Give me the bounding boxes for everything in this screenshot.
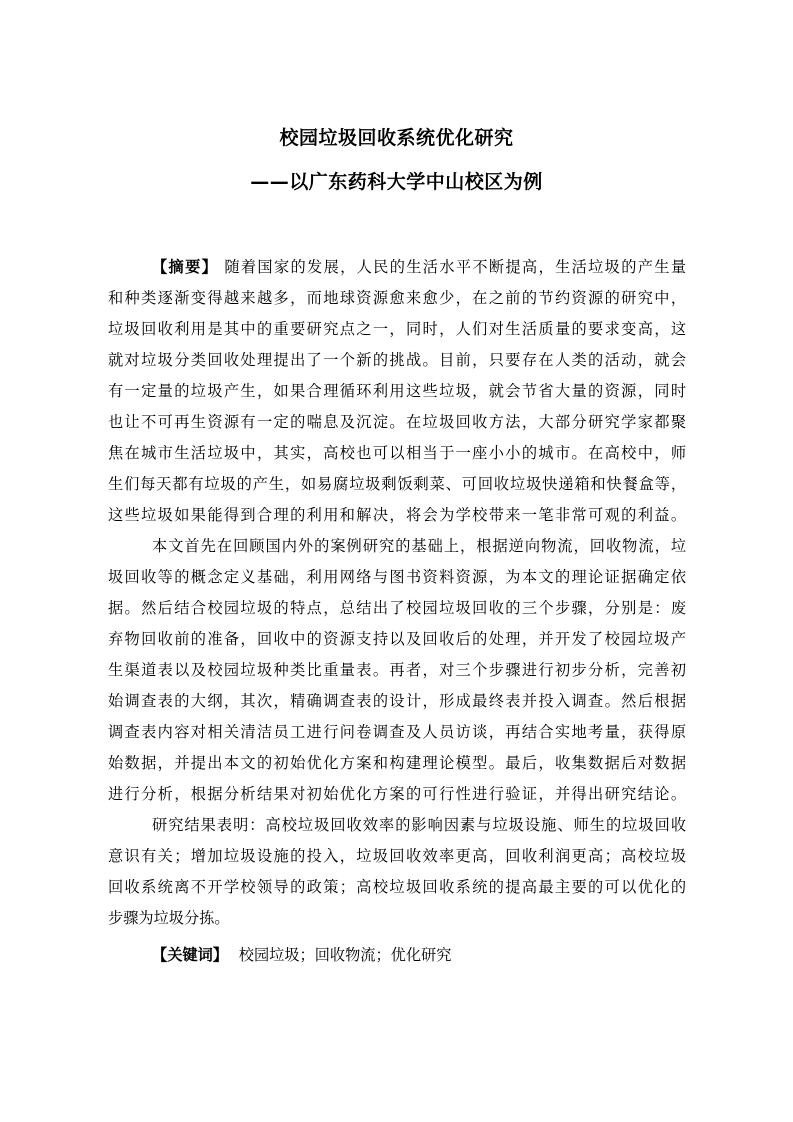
abstract-line: 圾回收等的概念定义基础，利用网络与图书资料资源，为本文的理论证据确定依 — [108, 568, 686, 586]
abstract-first-line-text: 随着国家的发展，人民的生活水平不断提高，生活垃圾的产生量 — [224, 258, 687, 276]
abstract-line: 进行分析，根据分析结果对初始优化方案的可行性进行验证，并得出研究结论。 — [108, 785, 686, 803]
abstract-line: 就对垃圾分类回收处理提出了一个新的挑战。目前，只要存在人类的活动，就会 — [108, 351, 686, 369]
abstract-line: 始数据，并提出本文的初始优化方案和构建理论模型。最后，收集数据后对数据 — [108, 754, 686, 772]
abstract-line: 焦在城市生活垃圾中，其实，高校也可以相当于一座小小的城市。在高校中，师 — [108, 444, 686, 462]
abstract-line: 有一定量的垃圾产生，如果合理循环利用这些垃圾，就会节省大量的资源，同时 — [108, 382, 686, 400]
abstract-line: 生渠道表以及校园垃圾种类比重量表。再者，对三个步骤进行初步分析，完善初 — [108, 661, 686, 679]
keywords-label: 【关键词】 — [152, 946, 228, 964]
abstract-line: 和种类逐渐变得越来越多，而地球资源愈来愈少，在之前的节约资源的研究中， — [108, 289, 686, 307]
abstract-body — [108, 252, 686, 934]
abstract-line: 意识有关；增加垃圾设施的投入，垃圾回收效率更高，回收利润更高；高校垃圾 — [108, 847, 686, 865]
abstract-line: 回收系统离不开学校领导的政策；高校垃圾回收系统的提高最主要的可以优化的 — [108, 878, 686, 896]
keywords-text: 校园垃圾；回收物流；优化研究 — [238, 946, 452, 964]
abstract-line: 本文首先在回顾国内外的案例研究的基础上，根据逆向物流，回收物流，垃 — [152, 537, 686, 555]
keywords — [152, 943, 451, 967]
abstract-line: 这些垃圾如果能得到合理的利用和解决，将会为学校带来一笔非常可观的利益。 — [108, 506, 686, 524]
abstract-line — [108, 252, 686, 283]
abstract-line: 始调查表的大纲，其次，精确调查表的设计，形成最终表并投入调查。然后根据 — [108, 692, 686, 710]
abstract-line: 调查表内容对相关清洁员工进行问卷调查及人员访谈，再结合实地考量，获得原 — [108, 723, 686, 741]
abstract-label: 【摘要】 — [152, 258, 219, 276]
abstract-line: 生们每天都有垃圾的产生，如易腐垃圾剩饭剩菜、可回收垃圾快递箱和快餐盒等， — [108, 475, 686, 493]
abstract-line: 据。然后结合校园垃圾的特点，总结出了校园垃圾回收的三个步骤，分别是：废 — [108, 599, 686, 617]
page-title: 校园垃圾回收系统优化研究 — [279, 127, 514, 149]
page-subtitle: ——以广东药科大学中山校区为例 — [250, 171, 543, 193]
abstract-line: 研究结果表明：高校垃圾回收效率的影响因素与垃圾设施、师生的垃圾回收 — [152, 816, 686, 834]
abstract-line: 垃圾回收利用是其中的重要研究点之一，同时，人们对生活质量的要求变高，这 — [108, 320, 686, 338]
abstract-line: 弃物回收前的准备，回收中的资源支持以及回收后的处理，并开发了校园垃圾产 — [108, 630, 686, 648]
abstract-line: 步骤为垃圾分拣。 — [108, 909, 230, 927]
abstract-line: 也让不可再生资源有一定的喘息及沉淀。在垃圾回收方法，大部分研究学家都聚 — [108, 413, 686, 431]
